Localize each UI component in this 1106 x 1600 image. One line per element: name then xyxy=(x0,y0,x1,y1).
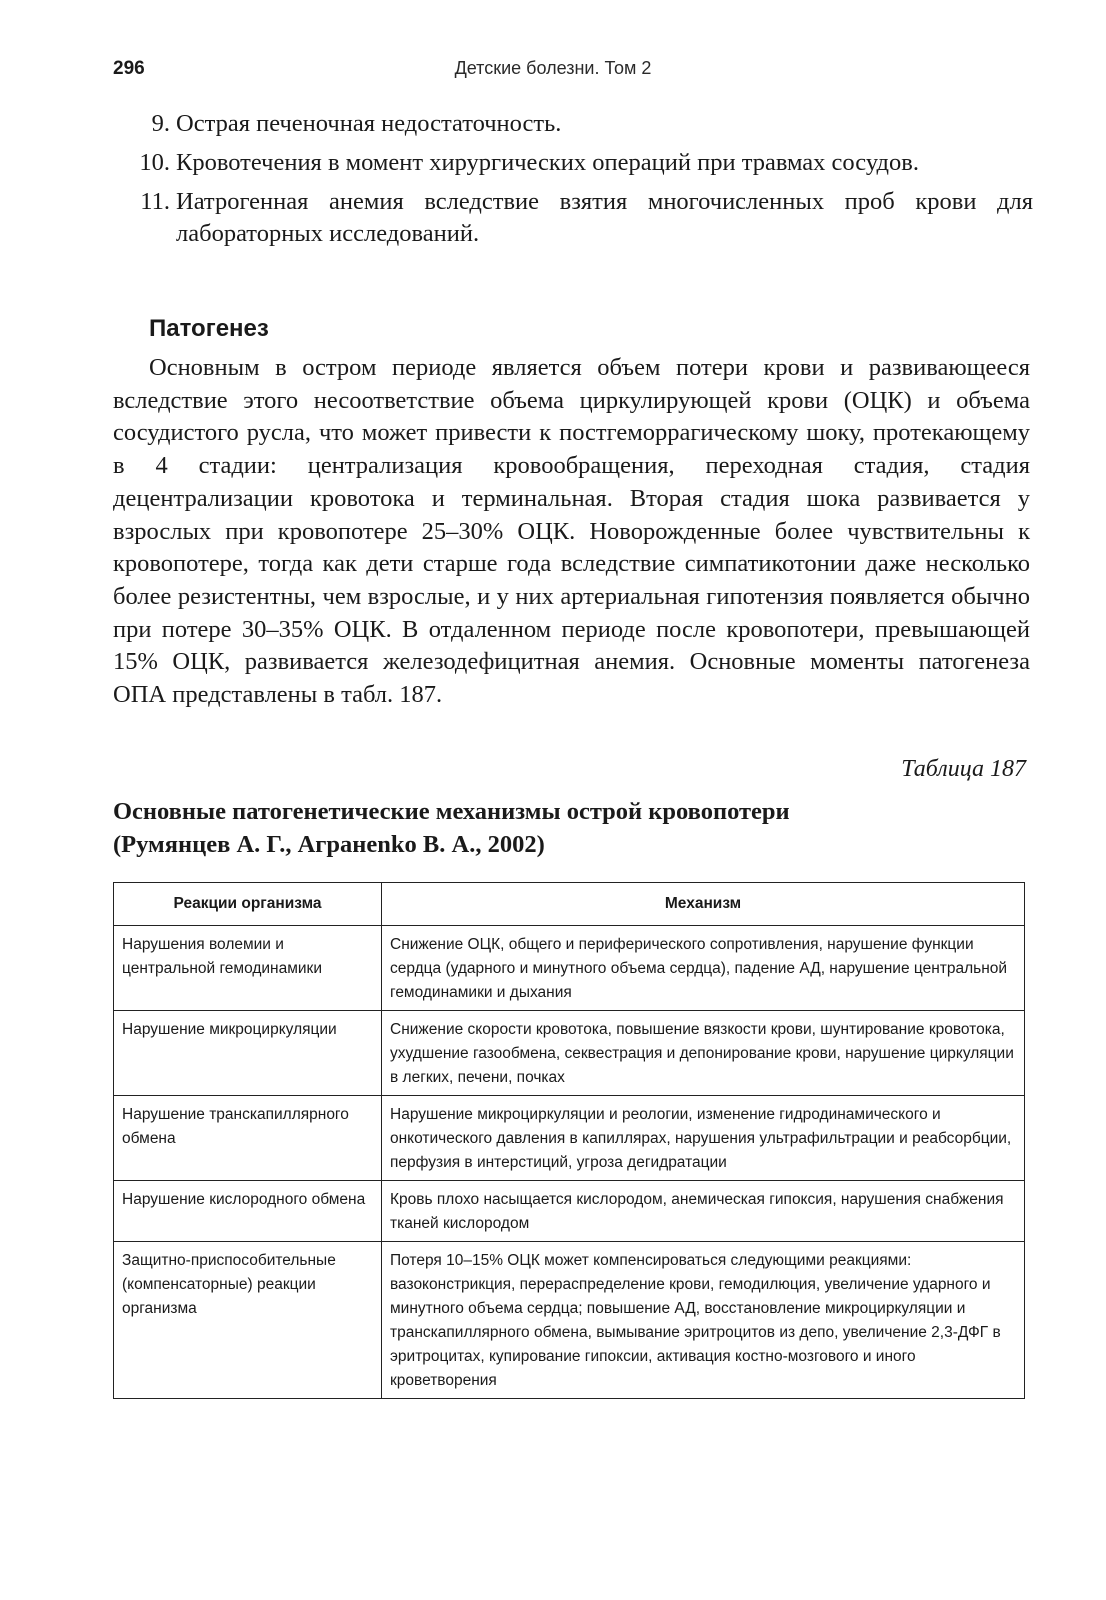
list-item-text: Иатрогенная анемия вследствие взятия многочисленных проб крови для лабораторных исследований. xyxy=(176,188,1033,247)
mechanism-cell: Кровь плохо насыщается кислородом, анемическая гипоксия, нарушения снабжения тканей кислородом xyxy=(382,1181,1025,1242)
table-title-line: Основные патогенетические механизмы острой кровопотери xyxy=(113,798,790,825)
mechanism-cell: Снижение скорости кровотока, повышение вязкости крови, шунтирование кровотока, ухудшение газообмена, секвестрация и депонирование крови, нарушение циркуляции в легких, печени, почках xyxy=(382,1011,1025,1096)
reaction-cell: Нарушения волемии и центральной гемодинамики xyxy=(114,926,382,1011)
table-row xyxy=(114,1242,1025,1399)
mechanism-cell: Нарушение микроциркуляции и реологии, изменение гидродинамического и онкотического давления в капиллярах, нарушения ультрафильтрации и реабсорбции, перфузия в интерстиций, угроза дегидратации xyxy=(382,1096,1025,1181)
table-title xyxy=(113,795,1013,861)
reaction-cell: Нарушение транскапиллярного обмена xyxy=(114,1096,382,1181)
list-item-text: Кровотечения в момент хирургических операций при травмах сосудов. xyxy=(176,149,919,176)
body-paragraph: Основным в остром периоде является объем потери крови и развивающееся вследствие этого несоответствие объема циркулирующей крови (ОЦК) и объема сосудистого русла, что может привести к постгеморрагическому шоку, протекающему в 4 стадии: централизация кровообращения, переходная стадия, стадия децентрализации кровотока и терминальная. Вторая стадия шока развивается у взрослых при кровопотере 25–30% ОЦК. Новорожденные более чувствительны к кровопотере, тогда как дети старше года вследствие симпатикотонии даже несколько более резистентны, чем взрослые, и у них артериальная гипотензия появляется обычно при потере 30–35% ОЦК. В отдаленном периоде после кровопотери, превышающей 15% ОЦК, развивается железодефицитная анемия. Основные моменты патогенеза ОПА представлены в табл. 187. xyxy=(113,354,1030,709)
list-item-number: 11. xyxy=(140,188,170,215)
table-row xyxy=(114,1011,1025,1096)
column-header-reactions: Реакции организма xyxy=(114,883,382,926)
table-row xyxy=(114,1096,1025,1181)
list-item xyxy=(113,147,1033,179)
column-header-mechanism: Механизм xyxy=(382,883,1025,926)
list-item-number: 10. xyxy=(139,149,170,176)
page-number: 296 xyxy=(113,58,145,79)
list-item-text: Острая печеночная недостаточность. xyxy=(176,110,562,137)
table-title-line: (Румянцев А. Г., Агранenko В. А., 2002) xyxy=(113,831,545,858)
numbered-list xyxy=(113,108,1033,257)
reaction-cell: Нарушение кислородного обмена xyxy=(114,1181,382,1242)
mechanism-cell: Потеря 10–15% ОЦК может компенсироваться следующими реакциями: вазоконстрикция, перераспределение крови, гемодилюция, увеличение ударного и минутного объема сердца; повышение АД, восстановление микроциркуляции и транскапиллярного обмена, вымывание эритроцитов из депо, увеличение 2,3-ДФГ в эритроцитах, купирование гипоксии, активация костно-мозгового и иного кроветворения xyxy=(382,1242,1025,1399)
list-item xyxy=(113,186,1033,250)
table-header-row xyxy=(114,883,1025,926)
table-label: Таблица 187 xyxy=(901,756,1026,782)
running-head: Детские болезни. Том 2 xyxy=(454,58,652,78)
list-item-number: 9. xyxy=(151,110,170,137)
table-row xyxy=(114,926,1025,1011)
list-item xyxy=(113,108,1033,140)
reaction-cell: Нарушение микроциркуляции xyxy=(114,1011,382,1096)
mechanism-cell: Снижение ОЦК, общего и периферического сопротивления, нарушение функции сердца (ударного и минутного объема сердца), падение АД, нарушение центральной гемодинамики и дыхания xyxy=(382,926,1025,1011)
section-heading: Патогенез xyxy=(149,315,269,342)
mechanisms-table xyxy=(113,882,1025,1399)
table-row xyxy=(114,1181,1025,1242)
reaction-cell: Защитно-приспособительные (компенсаторные) реакции организма xyxy=(114,1242,382,1399)
